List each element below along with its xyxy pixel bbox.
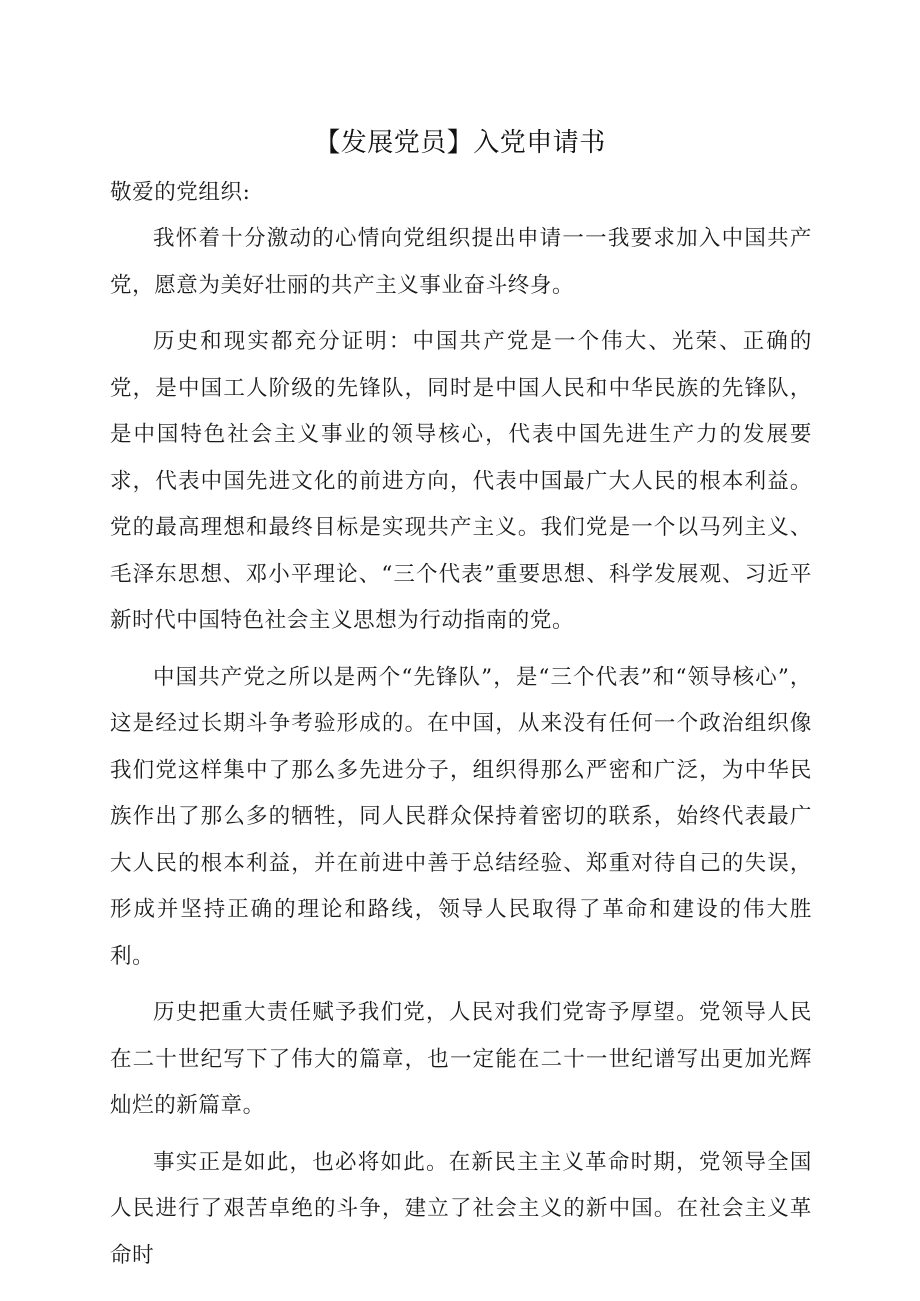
paragraph-1: 我怀着十分激动的心情向党组织提出申请一一我要求加入中国共产党，愿意为美好壮丽的共产主义事业奋斗终身。 (110, 226, 812, 298)
paragraph-3: 中国共产党之所以是两个“先锋队”，是“三个代表”和“领导核心”，这是经过长期斗争考验形成的。在中国，从来没有任何一个政治组织像我们党这样集中了那么多先进分子，组织得那么严密和广泛，为中华民族作出了那么多的牺牲，同人民群众保持着密切的联系，始终代表最广大人民的根本利益，并在前进中善于总结经验、郑重对待自己的失误，形成并坚持正确的理论和路线，领导人民取得了革命和建设的伟大胜利。 (110, 664, 812, 969)
salutation: 敬爱的党组织: (110, 180, 251, 205)
paragraph-2: 历史和现实都充分证明：中国共产党是一个伟大、光荣、正确的党，是中国工人阶级的先锋队，同时是中国人民和中华民族的先锋队，是中国特色社会主义事业的领导核心，代表中国先进生产力的发展要求，代表中国先进文化的前进方向，代表中国最广大人民的根本利益。党的最高理想和最终目标是实现共产主义。我们党是一个以马列主义、毛泽东思想、邓小平理论、“三个代表”重要思想、科学发展观、习近平新时代中国特色社会主义思想为行动指南的党。 (110, 329, 812, 633)
document-title: 【发展党员】入党申请书 (314, 128, 606, 158)
document-body (110, 170, 812, 1279)
paragraph-4: 历史把重大责任赋予我们党，人民对我们党寄予厚望。党领导人民在二十世纪写下了伟大的篇章，也一定能在二十一世纪谱写出更加光辉灿烂的新篇章。 (110, 1000, 812, 1118)
paragraph-5: 事实正是如此，也必将如此。在新民主主义革命时期，党领导全国人民进行了艰苦卓绝的斗争，建立了社会主义的新中国。在社会主义革命时 (110, 1149, 812, 1268)
